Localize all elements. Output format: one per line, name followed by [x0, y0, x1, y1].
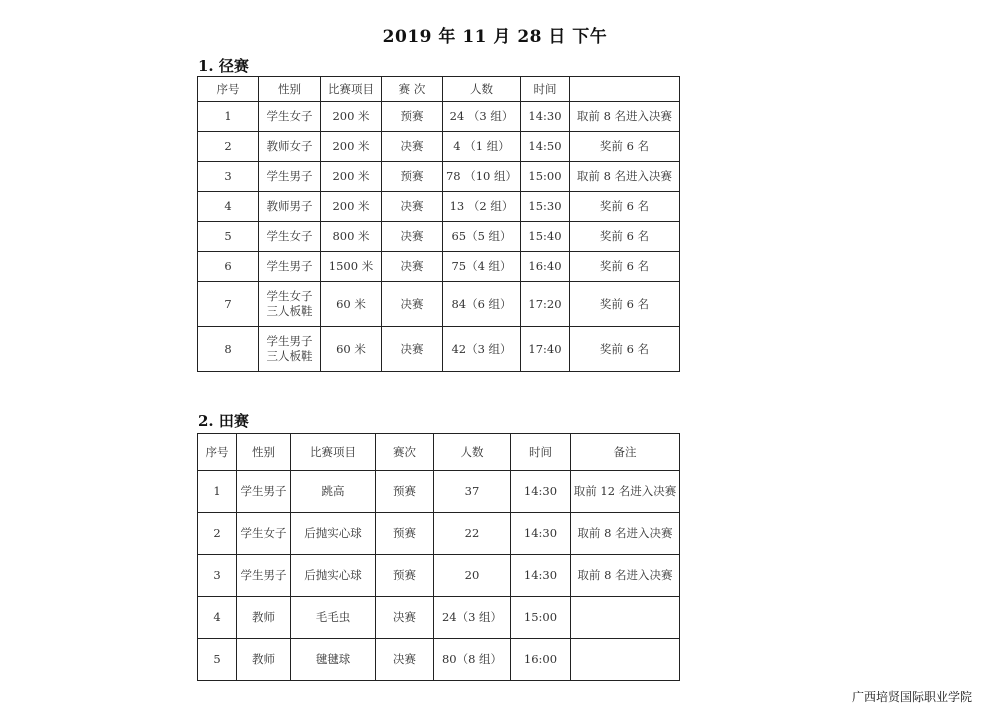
table-cell: 学生女子 — [259, 222, 321, 252]
table-cell: 8 — [198, 327, 259, 372]
table-cell: 13 （2 组） — [443, 192, 521, 222]
field-section-heading: 2. 田赛 — [198, 412, 249, 430]
table-cell: 16:40 — [521, 252, 570, 282]
table-cell: 学生男子 — [259, 252, 321, 282]
column-header: 人数 — [443, 77, 521, 102]
column-header: 赛 次 — [382, 77, 443, 102]
table-cell: 毛毛虫 — [291, 597, 376, 639]
table-cell: 800 米 — [321, 222, 382, 252]
table-cell: 14:30 — [511, 555, 571, 597]
column-header: 序号 — [198, 77, 259, 102]
column-header: 性别 — [259, 77, 321, 102]
table-row — [198, 102, 680, 132]
table-cell — [571, 597, 680, 639]
table-cell: 14:30 — [511, 513, 571, 555]
table-cell: 教师 — [237, 639, 291, 681]
table-cell: 200 米 — [321, 192, 382, 222]
table-cell: 3 — [198, 555, 237, 597]
table-cell: 决赛 — [382, 327, 443, 372]
table-cell: 20 — [434, 555, 511, 597]
table-cell: 4 （1 组） — [443, 132, 521, 162]
table-cell: 75（4 组） — [443, 252, 521, 282]
table-cell: 教师 — [237, 597, 291, 639]
table-cell: 预赛 — [376, 513, 434, 555]
table-cell: 取前 8 名进入决赛 — [571, 513, 680, 555]
table-cell: 7 — [198, 282, 259, 327]
table-cell: 15:00 — [511, 597, 571, 639]
table-row — [198, 327, 680, 372]
table-cell: 预赛 — [376, 471, 434, 513]
table-cell: 15:40 — [521, 222, 570, 252]
table-cell: 17:20 — [521, 282, 570, 327]
table-header-row — [198, 77, 680, 102]
table-cell: 预赛 — [382, 162, 443, 192]
table-cell: 毽毽球 — [291, 639, 376, 681]
table-cell: 奖前 6 名 — [570, 282, 680, 327]
table-cell: 1500 米 — [321, 252, 382, 282]
column-header: 性别 — [237, 434, 291, 471]
table-cell: 决赛 — [382, 132, 443, 162]
table-cell — [571, 639, 680, 681]
table-cell: 22 — [434, 513, 511, 555]
column-header: 比赛项目 — [321, 77, 382, 102]
column-header: 时间 — [521, 77, 570, 102]
column-header: 比赛项目 — [291, 434, 376, 471]
table-row — [198, 471, 680, 513]
table-cell: 200 米 — [321, 132, 382, 162]
table-cell: 200 米 — [321, 162, 382, 192]
table-cell: 学生女子 — [237, 513, 291, 555]
table-cell: 奖前 6 名 — [570, 192, 680, 222]
table-cell: 取前 8 名进入决赛 — [570, 102, 680, 132]
table-row — [198, 639, 680, 681]
table-cell: 2 — [198, 132, 259, 162]
table-cell: 60 米 — [321, 327, 382, 372]
table-cell: 预赛 — [376, 555, 434, 597]
column-header: 人数 — [434, 434, 511, 471]
track-section-heading: 1. 径赛 — [198, 57, 249, 75]
table-cell: 84（6 组） — [443, 282, 521, 327]
column-header — [570, 77, 680, 102]
table-cell: 决赛 — [382, 252, 443, 282]
column-header: 赛次 — [376, 434, 434, 471]
page-title: 2019 年 11 月 28 日 下午 — [382, 27, 608, 47]
table-cell: 60 米 — [321, 282, 382, 327]
table-row — [198, 282, 680, 327]
table-cell: 42（3 组） — [443, 327, 521, 372]
table-cell: 16:00 — [511, 639, 571, 681]
footer-institution: 广西培贤国际职业学院 — [851, 690, 972, 704]
table-cell: 预赛 — [382, 102, 443, 132]
field-events-table — [197, 433, 680, 681]
table-cell: 决赛 — [376, 597, 434, 639]
table-row — [198, 162, 680, 192]
table-cell: 14:30 — [521, 102, 570, 132]
table-cell: 37 — [434, 471, 511, 513]
table-cell: 80（8 组） — [434, 639, 511, 681]
table-cell: 4 — [198, 597, 237, 639]
table-cell: 学生男子 三人板鞋 — [259, 327, 321, 372]
table-cell: 决赛 — [382, 222, 443, 252]
table-cell: 后抛实心球 — [291, 513, 376, 555]
table-cell: 学生男子 — [237, 471, 291, 513]
table-row — [198, 555, 680, 597]
table-cell: 学生女子 — [259, 102, 321, 132]
column-header: 备注 — [571, 434, 680, 471]
track-events-table — [197, 76, 680, 372]
table-cell: 17:40 — [521, 327, 570, 372]
table-cell: 5 — [198, 639, 237, 681]
column-header: 时间 — [511, 434, 571, 471]
table-cell: 14:30 — [511, 471, 571, 513]
table-cell: 6 — [198, 252, 259, 282]
table-cell: 决赛 — [382, 192, 443, 222]
column-header: 序号 — [198, 434, 237, 471]
table-header-row — [198, 434, 680, 471]
table-cell: 4 — [198, 192, 259, 222]
table-cell: 3 — [198, 162, 259, 192]
table-cell: 1 — [198, 102, 259, 132]
table-cell: 200 米 — [321, 102, 382, 132]
table-cell: 15:00 — [521, 162, 570, 192]
table-cell: 取前 8 名进入决赛 — [571, 555, 680, 597]
table-cell: 1 — [198, 471, 237, 513]
table-row — [198, 192, 680, 222]
table-cell: 24（3 组） — [434, 597, 511, 639]
table-cell: 奖前 6 名 — [570, 132, 680, 162]
table-cell: 24 （3 组） — [443, 102, 521, 132]
table-row — [198, 513, 680, 555]
table-cell: 取前 8 名进入决赛 — [570, 162, 680, 192]
table-cell: 决赛 — [382, 282, 443, 327]
table-row — [198, 252, 680, 282]
table-row — [198, 222, 680, 252]
table-cell: 学生女子 三人板鞋 — [259, 282, 321, 327]
table-cell: 奖前 6 名 — [570, 222, 680, 252]
table-cell: 奖前 6 名 — [570, 252, 680, 282]
table-cell: 14:50 — [521, 132, 570, 162]
table-cell: 2 — [198, 513, 237, 555]
table-cell: 学生男子 — [259, 162, 321, 192]
table-cell: 跳高 — [291, 471, 376, 513]
table-cell: 学生男子 — [237, 555, 291, 597]
table-cell: 78 （10 组） — [443, 162, 521, 192]
table-cell: 5 — [198, 222, 259, 252]
table-cell: 决赛 — [376, 639, 434, 681]
table-cell: 后抛实心球 — [291, 555, 376, 597]
table-cell: 65（5 组） — [443, 222, 521, 252]
table-row — [198, 597, 680, 639]
table-cell: 奖前 6 名 — [570, 327, 680, 372]
table-cell: 15:30 — [521, 192, 570, 222]
table-row — [198, 132, 680, 162]
table-cell: 教师男子 — [259, 192, 321, 222]
table-cell: 教师女子 — [259, 132, 321, 162]
table-cell: 取前 12 名进入决赛 — [571, 471, 680, 513]
